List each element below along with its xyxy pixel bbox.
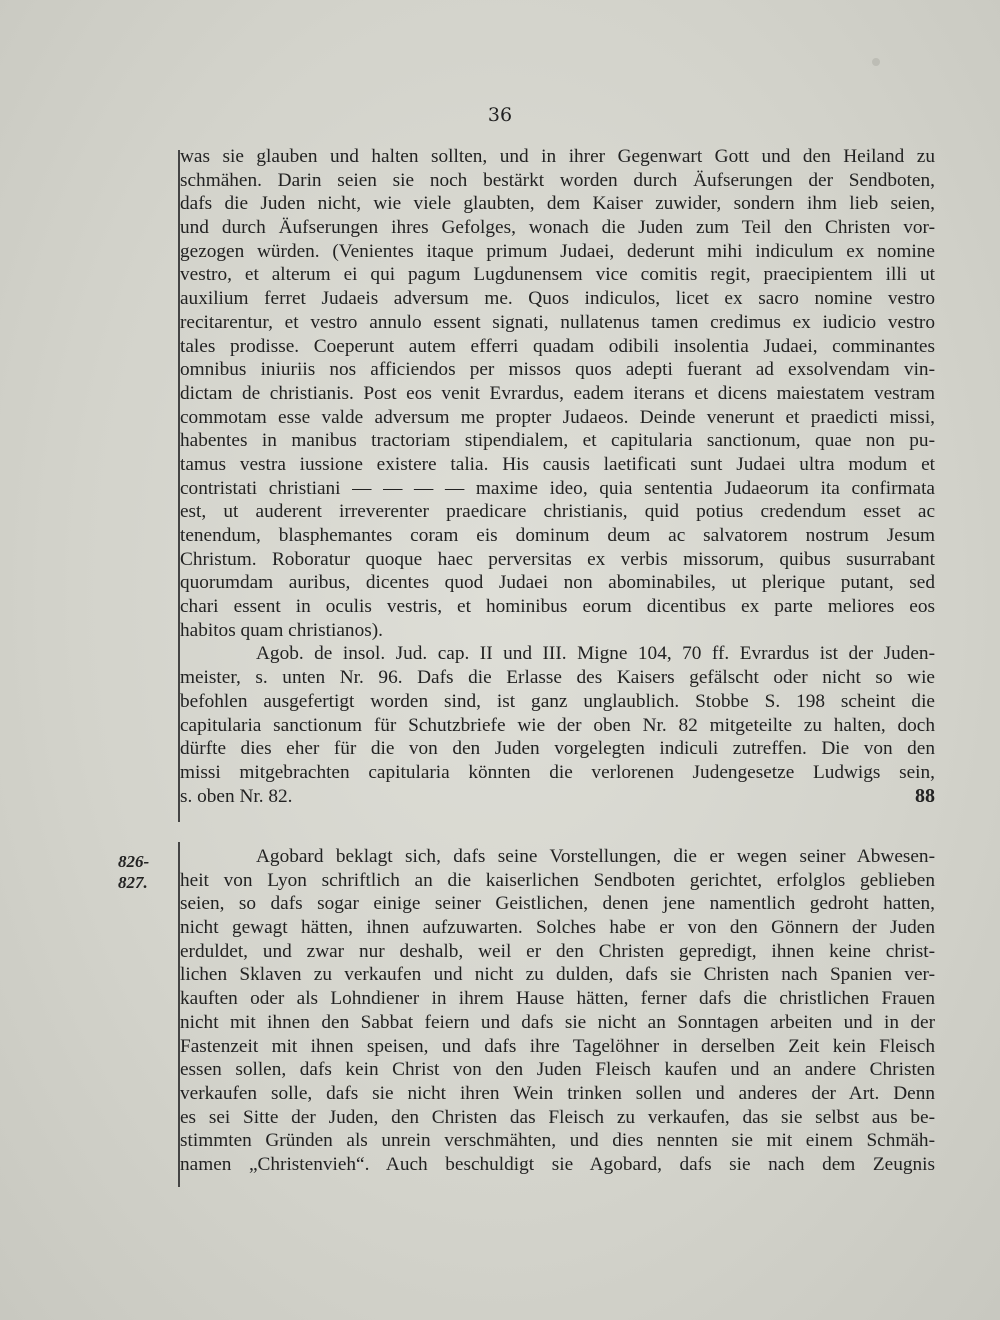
text-line: contristati christiani — — — — maxime ideo, quia sententia Judaeorum ita confirmata: [180, 477, 935, 499]
text-line: habitos quam christianos).: [180, 619, 383, 641]
text-line: s. oben Nr. 82.: [180, 785, 293, 807]
text-line: kauften oder als Lohndiener in ihrem Hause hätten, ferner dafs die christlichen Frauen: [180, 988, 935, 1010]
text-line: vestro, et alterum ei qui pagum Lugdunensem vice comitis regit, praecipientem illi ut: [180, 264, 935, 286]
text-line: meister, s. unten Nr. 96. Dafs die Erlasse des Kaisers gefälscht oder nicht so wie: [180, 667, 935, 689]
text-line: es sei Sitte der Juden, den Christen das Fleisch zu verkaufen, das sie selbst aus be-: [180, 1106, 935, 1128]
text-line: dictam de christianis. Post eos venit Evrardus, eadem iterans et dicens maiestatem vestram: [180, 382, 935, 404]
text-line: seien, so dafs sogar einige seiner Geistlichen, denen jene namentlich gedroht hatten,: [180, 893, 935, 915]
text-line: namen „Christenvieh“. Auch beschuldigt sie Agobard, dafs sie nach dem Zeugnis: [180, 1153, 935, 1175]
marginal-date-end: 827.: [118, 873, 148, 892]
text-line: capitularia sanctionum für Schutzbriefe wie der oben Nr. 82 mitgeteilte zu halten, doch: [180, 714, 935, 736]
text-line: commotam esse valde adversum me propter Judaeos. Deinde venerunt et praedicti missi,: [180, 406, 935, 428]
text-line: chari essent in oculis vestris, et hominibus eorum dicentibus ex parte meliores eos: [180, 596, 935, 618]
text-line: dürfte dies eher für die von den Juden vorgelegten indiculi zutreffen. Die von den: [180, 738, 935, 760]
text-line: lichen Sklaven zu verkaufen und nicht zu dulden, dafs sie Christen nach Spanien ver-: [180, 964, 935, 986]
marginal-date-start: 826-: [118, 852, 150, 871]
text-line: Christum. Roboratur quoque haec perversitas ex verbis missorum, quibus susurrabant: [180, 548, 935, 570]
text-line: schmähen. Darin seien sie noch bestärkt worden durch Äufserungen der Sendboten,: [180, 169, 935, 191]
text-line: habentes in manibus tractoriam stipendialem, et capitularia sanctionum, quae non pu-: [180, 430, 935, 452]
text-line: befohlen ausgefertigt worden sind, ist ganz unglaublich. Stobbe S. 198 scheint die: [180, 690, 935, 712]
text-line: nicht mit ihnen den Sabbat feiern und dafs sie nicht an Sonntagen arbeiten und in der: [180, 1011, 935, 1033]
text-line: Agobard beklagt sich, dafs seine Vorstellungen, die er wegen seiner Abwesen-: [256, 846, 935, 867]
text-line-with-section-number: [180, 785, 935, 809]
document-entry-87: [180, 145, 935, 808]
text-line: dafs die Juden nicht, wie viele glaubten, dem Kaiser zuwider, sondern ihm lieb seien,: [180, 193, 935, 215]
paper-smudge: [872, 58, 880, 66]
document-entry-88: [180, 845, 935, 1177]
text-line: nicht gewagt hätten, ihnen aufzuwarten. Solches habe er von den Gönnern der Juden: [180, 917, 935, 939]
text-line: est, ut auderent irreverenter praedicare christianis, quid potius credendum esset ac: [180, 501, 935, 523]
text-line: stimmten Gründen als unrein verschmähten, und dies nennten sie mit einem Schmäh-: [180, 1130, 935, 1152]
marginal-date: [118, 851, 176, 893]
text-line: omnibus iniuriis nos afficiendos per missos quos adepti fuerant ad exsolvendam vin-: [180, 359, 935, 381]
text-line: missi mitgebrachten capitularia könnten die verlorenen Judengesetze Ludwigs sein,: [180, 761, 935, 783]
section-number: 88: [915, 784, 935, 807]
text-line: auxilium ferret Judaeis adversum me. Quos indiculos, licet ex sacro nomine vestro: [180, 288, 935, 310]
text-line: Agob. de insol. Jud. cap. II und III. Migne 104, 70 ff. Evrardus ist der Juden-: [256, 643, 935, 665]
text-line: Fastenzeit mit ihnen speisen, und dafs ihre Tagelöhner in derselben Zeit kein Fleisch: [180, 1035, 935, 1057]
text-line: tales prodisse. Coeperunt autem efferri quadam odibili insolentia Judaei, comminantes: [180, 335, 935, 357]
text-line: quorumdam auribus, dicentes quod Judaei non abominabiles, ut plerique putant, sed: [180, 572, 935, 594]
text-line: erduldet, und zwar nur deshalb, weil er den Christen gepredigt, ihnen keine christ-: [180, 940, 935, 962]
text-line: tamus vestra iussione existere talia. His causis laetificati sunt Judaei ultra modum et: [180, 453, 935, 475]
text-line: gezogen würden. (Venientes itaque primum Judaei, dederunt mihi indiculum ex nomine: [180, 240, 935, 262]
text-line: heit von Lyon schriftlich an die kaiserlichen Sendboten gerichtet, erfolglos geblieben: [180, 869, 935, 891]
text-line: tenendum, blasphemantes coram eis dominum deum ac salvatorem nostrum Jesum: [180, 525, 935, 546]
page-number: 36: [487, 104, 513, 126]
text-line: essen sollen, dafs kein Christ von den Juden Fleisch kaufen und an andere Christen: [180, 1059, 935, 1081]
text-line: und durch Äufserungen ihres Gefolges, wonach die Juden zum Teil den Christen vor-: [180, 217, 935, 239]
text-line: recitarentur, et vestro annulo essent signati, nullatenus tamen credimus ex iudicio vestro: [180, 311, 935, 333]
text-line: verkaufen solle, dafs sie nicht ihren Wein trinken sollen und anderes der Art. Denn: [180, 1082, 935, 1104]
text-line: was sie glauben und halten sollten, und in ihrer Gegenwart Gott und den Heiland zu: [180, 146, 935, 167]
